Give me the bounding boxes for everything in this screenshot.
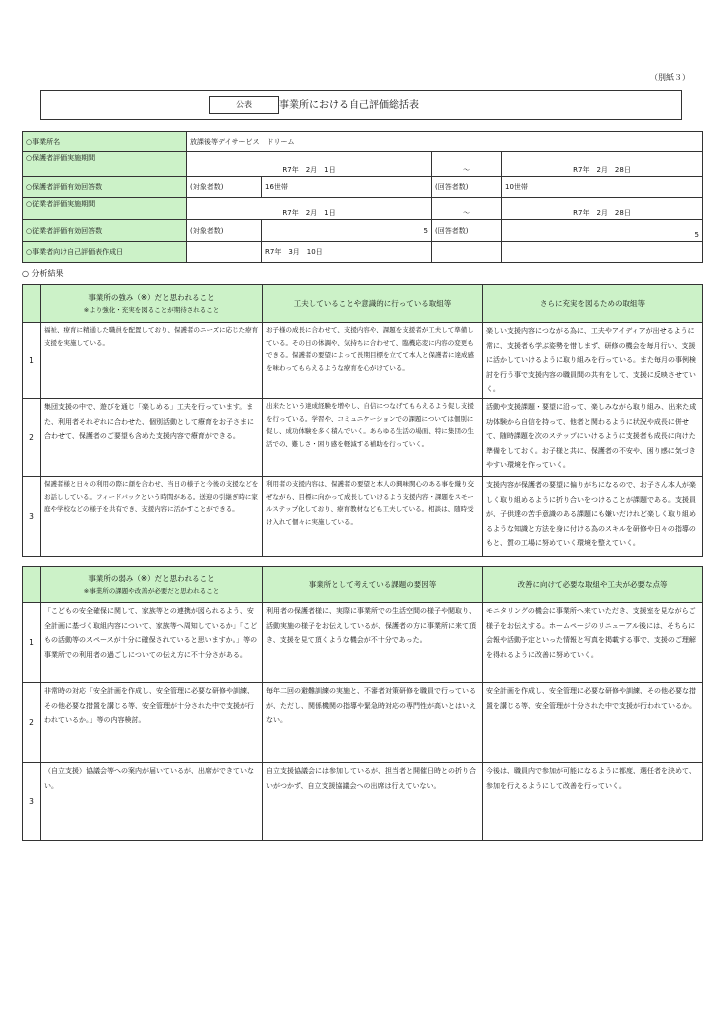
office-name-label: ○事業所名 — [23, 132, 187, 152]
created-date-label: ○事業者向け自己評価表作成日 — [23, 242, 187, 263]
effort-text: お子様の成長に合わせて、支援内容や、課題を支援者が工夫して準備している。その日の体調や、気持ちに合わせて、臨機応変に内容の変更もできる。保護者の要望によって長期目標を立てて本人と保護者に達成感を味わってもらえるような療育を心がけている。 — [263, 323, 483, 399]
row-number: 2 — [23, 683, 41, 763]
table-row — [23, 763, 703, 841]
strengths-header-3: さらに充実を図るための取組等 — [483, 285, 703, 323]
staff-period-sep: ～ — [432, 198, 502, 220]
guardian-period-row — [23, 152, 703, 177]
weakness-text: 非常時の対応「安全計画を作成し、安全管理に必要な研修や訓練、その他必要な措置を講じる等、安全管理が十分された中で支援が行われているか。」等の内容検討。 — [41, 683, 263, 763]
page-title: 事業所における自己評価総括表 — [279, 100, 419, 111]
strength-text: 福祉、療育に精通した職員を配置しており、保護者のニーズに応じた療育支援を実施している。 — [41, 323, 263, 399]
strength-text: 集団支援の中で、遊びを通じ「楽しめる」工夫を行っています。また、利用者それぞれに合わせた、個別活動として療育をお子さまに合わせて、保護者のご要望も含めた支援内容で療育ができる。 — [41, 399, 263, 477]
row-number: 1 — [23, 323, 41, 399]
staff-period-label: ○従業者評価実施期間 — [23, 198, 187, 220]
table-row — [23, 603, 703, 683]
strength-text: 保護者様と日々の利用の際に顔を合わせ、当日の様子と今後の支援などをお話ししている。フィードバックという時間がある。送迎の引継ぎ時に家庭や学校などの様子を共有でき、支援内容に活かすことができる。 — [41, 477, 263, 557]
analysis-label: ○ 分析結果 — [22, 269, 64, 278]
public-tag: 公表 — [209, 96, 279, 114]
row-number: 1 — [23, 603, 41, 683]
staff-respondent-label: (回答者数) — [432, 220, 502, 242]
strengths-header-2: 工夫していることや意識的に行っている取組等 — [263, 285, 483, 323]
guardian-period-label: ○保護者評価実施期間 — [23, 152, 187, 177]
guardian-respondent-label: (回答者数) — [432, 177, 502, 198]
improvement-text: 今後は、職員内で参加が可能になるように都度、選任者を決めて、参加を行えるようにして改善を行っていく。 — [483, 763, 703, 841]
weaknesses-header-2: 事業所として考えている課題の要因等 — [263, 567, 483, 603]
enhancement-text: 活動や支援課題・要望に沿って、楽しみながら取り組み、出来た成功体験から自信を持って、他者と関わるように状況や成長に併せて、随時課題を次のステップにいけるように支援者も成長に向けた準備をしておく。お子様と共に、保護者の不安や、困り感に気づきやすい環境を作っていく。 — [483, 399, 703, 477]
guardian-responses-row — [23, 177, 703, 198]
guardian-period-end: R7年 2月 28日 — [502, 152, 703, 177]
enhancement-text: 支援内容が保護者の要望に偏りがちになるので、お子さん本人が楽しく取り組めるように折り合いをつけることが課題である。支援員が、子供達の苦手意識のある課題にも嫌いだけれど楽しく取り組めるような知識と方法を身に付ける為のスキルを研修や日々の指導のもと、質の工場に努めていく環境を整えていく。 — [483, 477, 703, 557]
table-row — [23, 477, 703, 557]
row-number: 3 — [23, 763, 41, 841]
improvement-text: 安全計画を作成し、安全管理に必要な研修や訓練、その他必要な措置を講じる等、安全管理が十分された中で支援が行われているか。 — [483, 683, 703, 763]
weaknesses-header-1-main: 事業所の弱み（※）だと思われること — [88, 573, 215, 583]
guardian-respondent-value: 10世帯 — [502, 177, 703, 198]
office-name: 放課後等デイサービス ドリーム — [187, 132, 703, 152]
guardian-period-start: R7年 2月 1日 — [187, 152, 432, 177]
office-name-row — [23, 132, 703, 152]
strengths-header-1 — [41, 285, 263, 323]
strengths-table — [22, 284, 703, 557]
staff-respondent-value: 5 — [502, 220, 703, 242]
staff-period-end: R7年 2月 28日 — [502, 198, 703, 220]
guardian-responses-label: ○保護者評価有効回答数 — [23, 177, 187, 198]
annex-label: （別紙３） — [650, 73, 690, 82]
table-row — [23, 399, 703, 477]
title-box — [40, 90, 682, 120]
weakness-text: 「こどもの安全確保に関して、家族等との連携が図られるよう、安全計画に基づく取組内容について、家族等へ周知しているか」「こどもの活動等のスペースが十分に確保されていると思いますか。」等の事業所での利用者の過ごしについての伝え方に不十分さがある。 — [41, 603, 263, 683]
weaknesses-header-row — [23, 567, 703, 603]
staff-period-start: R7年 2月 1日 — [187, 198, 432, 220]
staff-responses-row — [23, 220, 703, 242]
effort-text: 利用者の支援内容は、保護者の要望と本人の興味関心のある事を織り交ぜながら、目標に向かって成長していけるよう支援内容・課題をスモールステップ化しており、療育教材なども工夫している。相談は、随時受け入れて個々に実施している。 — [263, 477, 483, 557]
effort-text: 出来たという達成経験を増やし、自信につなげてもらえるよう促し支援を行っている。学習や、コミュニケーションでの課題については個別に促し、成功体験を多く積んでいく。あらゆる生活の場面、特に集団の生活での、難しさ・困り感を軽減する補助を行っていく。 — [263, 399, 483, 477]
guardian-target-label: (対象者数) — [187, 177, 262, 198]
improvement-text: モニタリングの機会に事業所へ来ていただき、支援室を見ながらご様子をお伝えする。ホームページのリニューアル後には、そちらに会報や活動予定といった情報と写真を掲載する事で、支援のご理解を得れるように改善に努めていく。 — [483, 603, 703, 683]
strengths-header-row — [23, 285, 703, 323]
staff-target-label: (対象者数) — [187, 220, 262, 242]
strengths-header-1-main: 事業所の強み（※）だと思われること — [88, 292, 215, 302]
strengths-header-1-sub: ※より強化・充実を図ることが期待されること — [83, 305, 220, 314]
guardian-target-value: 16世帯 — [262, 177, 432, 198]
enhancement-text: 楽しい支援内容につながる為に、工夫やアイディアが出せるように常に、支援者も学ぶ姿勢を惜しまず、研修の機会を毎月行い、支援に活かしていけるように取り組みを行っている。また毎月の事例検討を行う事で支援内容の職員間の共有をして、支援に反映させていく。 — [483, 323, 703, 399]
weaknesses-header-3: 改善に向けて必要な取組や工夫が必要な点等 — [483, 567, 703, 603]
weakness-text: （自立支援）協議会等への案内が届いているが、出席ができていない。 — [41, 763, 263, 841]
staff-responses-label: ○従業者評価有効回答数 — [23, 220, 187, 242]
weaknesses-header-1 — [41, 567, 263, 603]
created-date-row — [23, 242, 703, 263]
cause-text: 毎年二回の避難訓練の実施と、不審者対策研修を職員で行っているが、ただし、関係機関の指導や緊急時対応の専門性が高いとはいえない。 — [263, 683, 483, 763]
weaknesses-table — [22, 566, 703, 841]
staff-target-value: 5 — [262, 220, 432, 242]
created-date: R7年 3月 10日 — [262, 242, 432, 263]
staff-period-row — [23, 198, 703, 220]
info-table — [22, 131, 703, 263]
row-number: 2 — [23, 399, 41, 477]
guardian-period-sep: ～ — [432, 152, 502, 177]
table-row — [23, 683, 703, 763]
table-row — [23, 323, 703, 399]
cause-text: 自立支援協議会には参加しているが、担当者と開催日時との折り合いがつかず、自立支援協議会への出席は行えていない。 — [263, 763, 483, 841]
weaknesses-header-1-sub: ※事業所の課題や改善が必要だと思われること — [83, 586, 220, 595]
row-number: 3 — [23, 477, 41, 557]
cause-text: 利用者の保護者様に、実際に事業所での生活空間の様子や閲取り、活動実施の様子をお伝えしているが、保護者の方に事業所に来て頂き、支援を見て頂くような機会が不十分であった。 — [263, 603, 483, 683]
